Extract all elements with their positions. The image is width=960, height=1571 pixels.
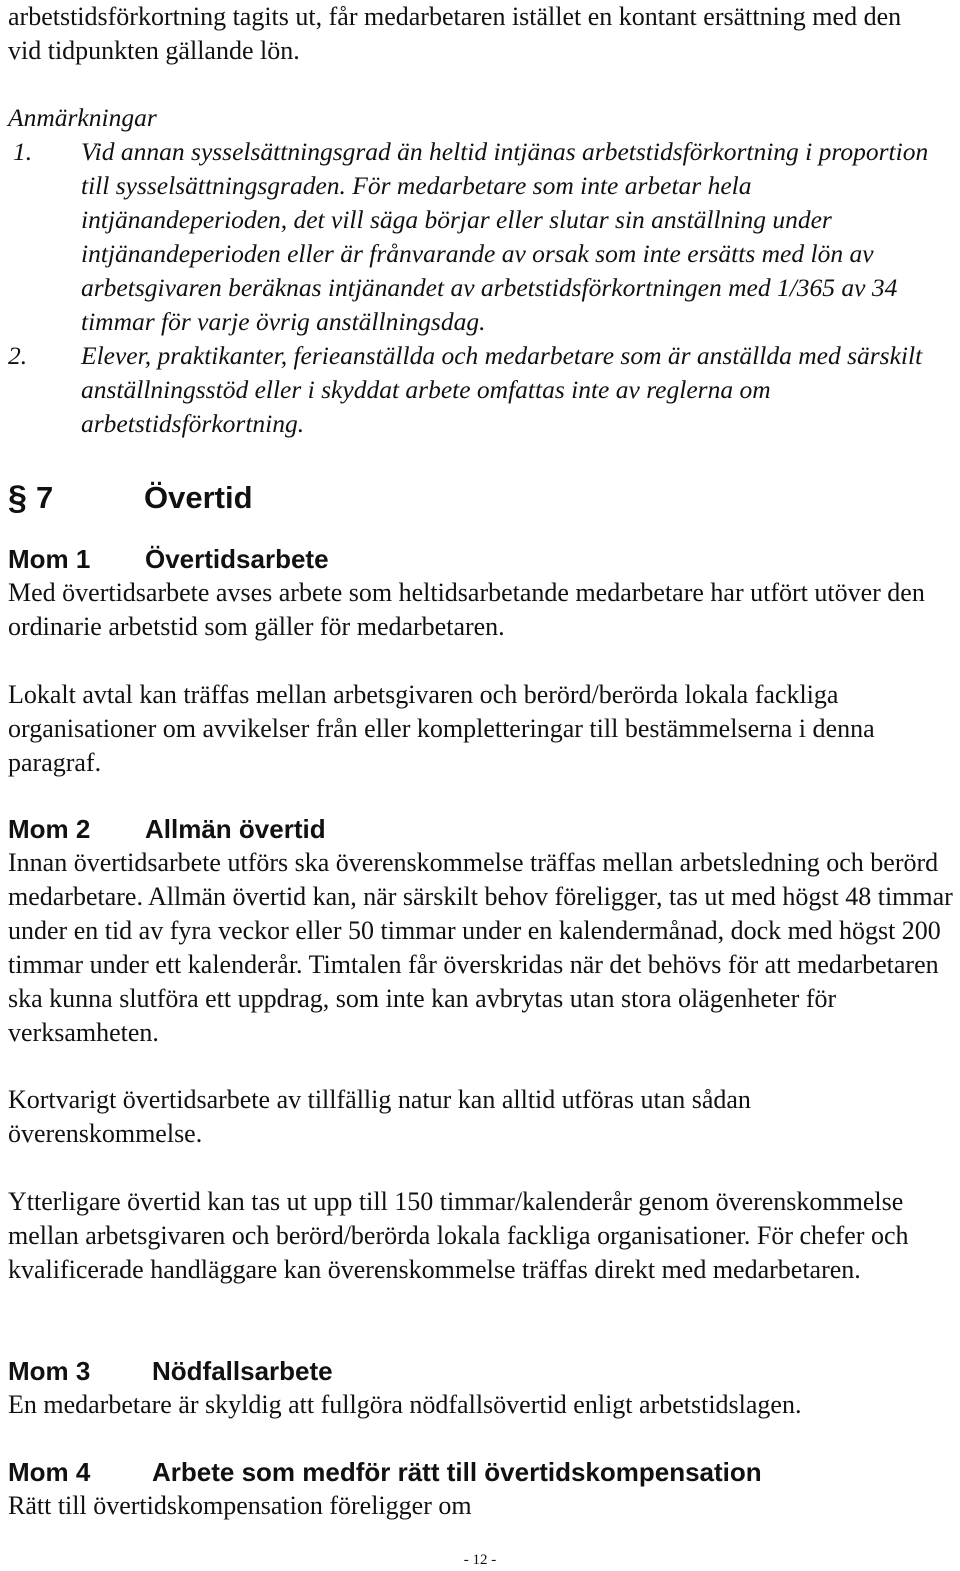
mom4-paragraph-1: Rätt till övertidskompensation föreligger om xyxy=(8,1491,472,1520)
note-number: 2. xyxy=(8,341,28,370)
mom-title: Nödfallsarbete xyxy=(152,1356,333,1386)
note-number: 1. xyxy=(13,137,33,166)
mom1-heading xyxy=(8,542,329,576)
section-symbol: § xyxy=(8,479,27,517)
mom-title: Allmän övertid xyxy=(145,814,326,844)
intro-paragraph: arbetstidsförkortning tagits ut, får medarbetaren istället en kontant ersättning med den vid tidpunkten gällande lön. xyxy=(8,2,902,65)
mom-label: Mom 1 xyxy=(8,544,91,574)
section-number: 7 xyxy=(36,480,54,515)
mom1-paragraph-2: Lokalt avtal kan träffas mellan arbetsgivaren och berörd/berörda lokala fackliga organisationer om avvikelser från eller kompletteringar till bestämmelserna i denna paragraf. xyxy=(8,680,875,777)
note-item-2 xyxy=(8,339,958,441)
mom-label: Mom 2 xyxy=(8,814,91,844)
mom2-paragraph-2: Kortvarigt övertidsarbete av tillfällig natur kan alltid utföras utan sådan överenskommelse. xyxy=(8,1085,751,1148)
mom3-heading xyxy=(8,1354,333,1388)
page-number: - 12 - xyxy=(463,1552,497,1568)
note-item-1 xyxy=(8,135,958,339)
mom-title: Arbete som medför rätt till övertidskompensation xyxy=(152,1457,762,1487)
mom1-paragraph-1: Med övertidsarbete avses arbete som heltidsarbetande medarbetare har utfört utöver den ordinarie arbetstid som gäller för medarbetaren. xyxy=(8,578,925,641)
section-title: Övertid xyxy=(144,480,253,515)
notes-heading: Anmärkningar xyxy=(8,103,157,132)
mom3-paragraph-1: En medarbetare är skyldig att fullgöra nödfallsövertid enligt arbetstidslagen. xyxy=(8,1390,802,1419)
note-text: Vid annan sysselsättningsgrad än heltid intjänas arbetstidsförkortning i proportion till sysselsättningsgraden. För medarbetare som inte arbetar hela intjänandeperioden, det vill säga börjar eller slutar sin anställning under intjänandeperioden eller är frånvarande av orsak som inte ersätts med lön av arbetsgivaren beräknas intjänandet av arbetstidsförkortningen med 1/365 av 34 timmar för varje övrig anställningsdag. xyxy=(81,137,929,336)
mom-label: Mom 4 xyxy=(8,1457,91,1487)
notes-list xyxy=(8,135,958,441)
note-text: Elever, praktikanter, ferieanställda och medarbetare som är anställda med särskilt anställningsstöd eller i skyddat arbete omfattas inte av reglerna om arbetstidsförkortning. xyxy=(81,341,923,438)
mom2-paragraph-3: Ytterligare övertid kan tas ut upp till 150 timmar/kalenderår genom överenskommelse mellan arbetsgivaren och berörd/berörda lokala fackliga organisationer. För chefer och kvalificerade handläggare kan överenskommelse träffas direkt med medarbetaren. xyxy=(8,1187,909,1284)
mom-title: Övertidsarbete xyxy=(145,544,329,574)
mom-label: Mom 3 xyxy=(8,1356,91,1386)
section-heading xyxy=(8,478,253,518)
mom2-paragraph-1: Innan övertidsarbete utförs ska överenskommelse träffas mellan arbetsledning och berörd medarbetare. Allmän övertid kan, när särskilt behov föreligger, tas ut med högst 48 timmar under en tid av fyra veckor eller 50 timmar under en kalendermånad, dock med högst 200 timmar under ett kalenderår. Timtalen får överskridas när det behövs för att medarbetaren ska kunna slutföra ett uppdrag, som inte kan avbrytas utan stora olägenheter för verksamheten. xyxy=(8,848,953,1047)
mom2-heading xyxy=(8,812,326,846)
mom4-heading xyxy=(8,1455,762,1489)
